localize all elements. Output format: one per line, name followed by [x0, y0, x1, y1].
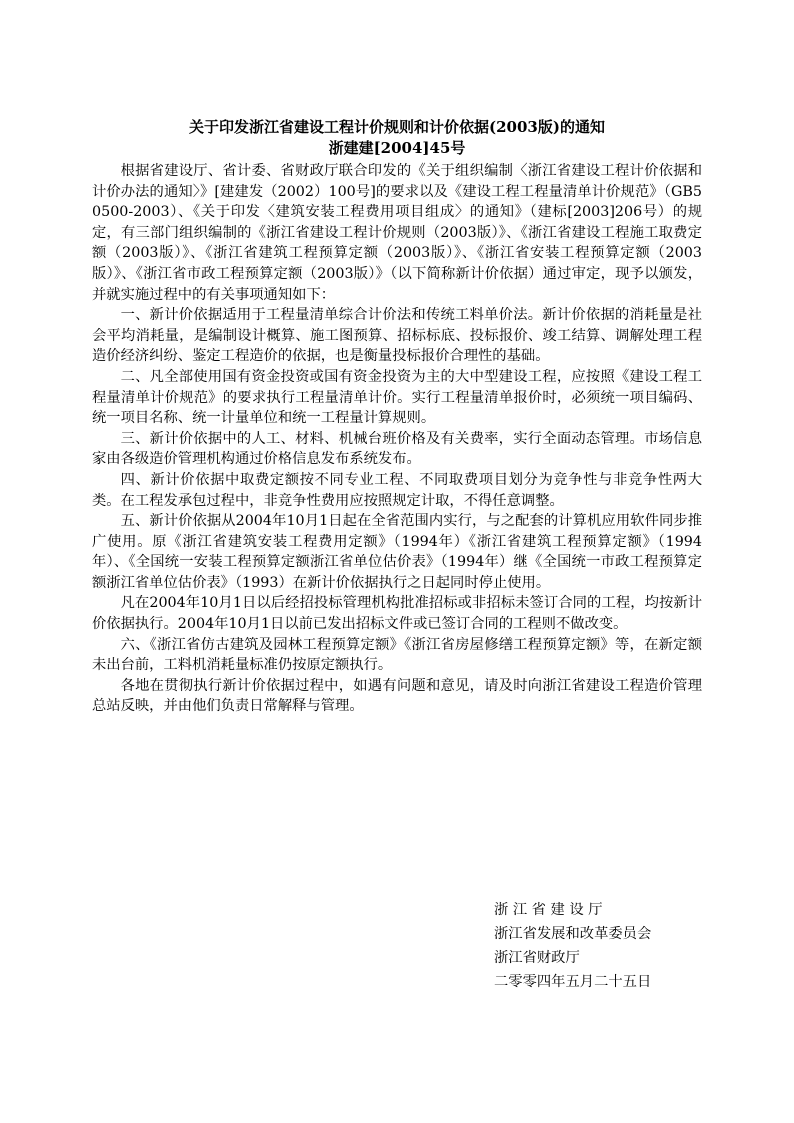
- signature-date: 二零零四年五月二十五日: [494, 974, 652, 990]
- paragraph-item-5-note: 凡在2004年10月1日以后经招投标管理机构批准招标或非招标未签订合同的工程，均按新计价依据执行。2004年10月1日以前已发出招标文件或已签订合同的工程则不做改变。: [92, 595, 702, 633]
- paragraph-item-3: 三、新计价依据中的人工、材料、机械台班价格及有关费率，实行全面动态管理。市场信息家由各级造价管理机构通过价格信息发布系统发布。: [92, 430, 702, 468]
- signature-org-development: 浙江省发展和改革委员会: [494, 926, 652, 942]
- document-number: 浙建建[2004]45号: [328, 139, 466, 157]
- document-title: 关于印发浙江省建设工程计价规则和计价依据(2003版)的通知: [189, 118, 605, 136]
- paragraph-item-5: 五、新计价依据从2004年10月1日起在全省范围内实行，与之配套的计算机应用软件同步推广使用。原《浙江省建筑安装工程费用定额》（1994年）《浙江省建筑工程预算定额》（1994年）、《全国统一安装工程预算定额浙江省单位估价表》（1994年）继《全国统一市政工程预算定额浙江省单位估价表》（1993）在新计价依据执行之日起同时停止使用。: [92, 513, 702, 591]
- paragraph-intro: 根据省建设厅、省计委、省财政厅联合印发的《关于组织编制〈浙江省建设工程计价依据和计价办法的通知〉》[建建发（2002）100号]的要求以及《建设工程工程量清单计价规范》（GB50500-2003）、《关于印发〈建筑安装工程费用项目组成〉的通知》（建标[2003]206号）的规定，有三部门组织编制的《浙江省建设工程计价规则（2003版）》、《浙江省建设工程施工取费定额（2003版）》、《浙江省建筑工程预算定额（2003版）》、《浙江省安装工程预算定额（2003版）》、《浙江省市政工程预算定额（2003版）》（以下简称新计价依据）通过审定，现予以颁发，并就实施过程中的有关事项通知如下：: [92, 163, 702, 303]
- signature-org-finance: 浙江省财政厅: [494, 950, 580, 966]
- paragraph-item-1: 一、新计价依据适用于工程量清单综合计价法和传统工料单价法。新计价依据的消耗量是社会平均消耗量，是编制设计概算、施工图预算、招标标底、投标报价、竣工结算、调解处理工程造价经济纠纷、鉴定工程造价的依据，也是衡量投标报价合理性的基础。: [92, 307, 702, 365]
- paragraph-closing: 各地在贯彻执行新计价依据过程中，如遇有问题和意见，请及时向浙江省建设工程造价管理总站反映，并由他们负责日常解释与管理。: [92, 677, 702, 715]
- signature-org-construction: 浙 江 省 建 设 厅: [494, 902, 603, 918]
- paragraph-item-4: 四、新计价依据中取费定额按不同专业工程、不同取费项目划分为竞争性与非竞争性两大类。在工程发承包过程中，非竞争性费用应按照规定计取，不得任意调整。: [92, 471, 702, 509]
- document-body: [92, 117, 702, 717]
- signature-block: [494, 898, 754, 994]
- paragraph-item-6: 六、《浙江省仿古建筑及园林工程预算定额》《浙江省房屋修缮工程预算定额》等，在新定额未出台前，工料机消耗量标准仍按原定额执行。: [92, 636, 702, 674]
- paragraph-item-2: 二、凡全部使用国有资金投资或国有资金投资为主的大中型建设工程，应按照《建设工程工程量清单计价规范》的要求执行工程量清单计价。实行工程量清单报价时，必须统一项目编码、统一项目名称、统一计量单位和统一工程量计算规则。: [92, 368, 702, 427]
